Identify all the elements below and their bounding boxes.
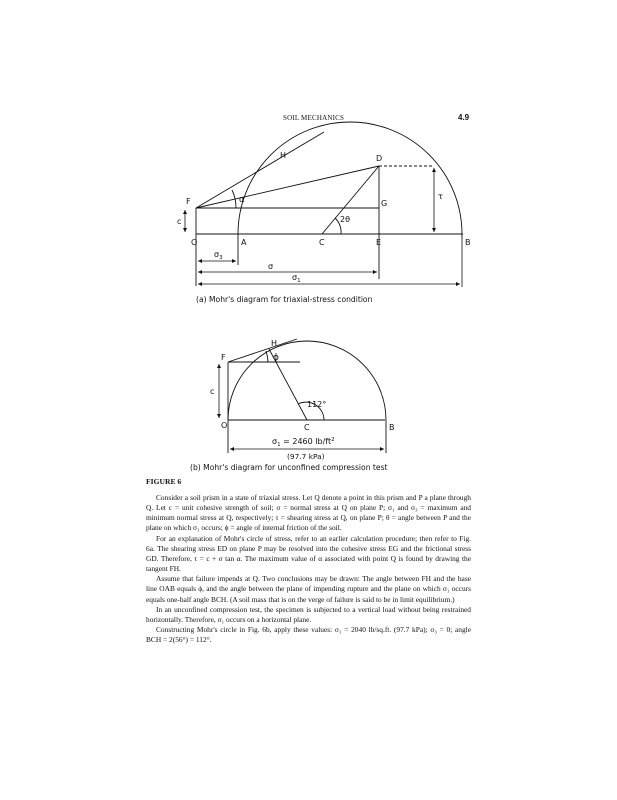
label-a: A [241,238,247,247]
label-f-a: F [186,197,191,206]
caption-b: (b) Mohr's diagram for unconfined compression test [190,463,388,472]
label-c-dim-a: c [177,217,182,226]
label-sigma1-value: $\sigma_1 = 2460$ $lb/ft^2$ [272,437,335,448]
paragraph: Constructing Mohr's circle in Fig. 6b, apply these values: σ₁ = 2040 lb/sq.ft. (97.7 kPa); σ₃ = 0; angle BCH = 2(56°) = 112°. [146,625,471,645]
label-g: G [381,199,388,208]
paragraph: For an explanation of Mohr's circle of stress, refer to an earlier calculation procedure; then refer to Fig. 6a. The shearing stress ED on plane P may be resolved into the cohesive stress EG and the frictional stress GD. Therefore, τ = c + σ tan α. The maximum value of α associated with point Q is found by drawing the tangent FH. [146,533,471,574]
label-b-b: B [389,423,395,432]
label-h-a: H [280,151,287,160]
line-fd [196,166,379,208]
label-c-dim-b: c [210,387,215,396]
label-112: 112° [307,400,327,409]
label-c-a: C [319,238,325,247]
label-2theta: 2θ [340,215,350,224]
label-sigma1-a: $\sigma_1$ [292,273,301,284]
label-e: E [376,238,382,247]
label-d: D [376,154,383,163]
label-sigma: σ [268,262,274,271]
label-kpa: (97.7 kPa) [287,452,325,461]
figure-6b-mohr-unconfined [0,310,617,480]
label-b-a: B [465,238,471,247]
running-header: SOIL MECHANICS [283,114,345,122]
label-phi: ϕ [273,353,279,363]
label-o-a: O [191,238,198,247]
label-o-b: O [221,421,228,430]
paragraph: Assume that failure impends at Q. Two conclusions may be drawn: The angle between FH and the base line OAB equals ϕ, and the angle between the plane of impending rupture and the plane on which σ₁ occurs equals one-half angle BCH. (A soil mass that is on the verge of failure is said to be in limit equilibrium.) [146,574,471,604]
figure-label: FIGURE 6 [146,477,182,486]
radius-cd [322,166,379,234]
label-h-b: H [271,339,278,348]
tangent-fh [196,132,324,208]
body-text [146,493,471,645]
page-number: 4.9 [458,113,470,122]
mohr-circle-a [238,122,462,234]
paragraph: Consider a soil prism in a state of triaxial stress. Let Q denote a point in this prism and P a plane through Q. Let c = unit cohesive strength of soil; σ = normal stress at Q on plane P; σ₁ and σ₃ = maximum and minimum normal stress at Q, respectively; τ = shearing stress at Q, on plane P; θ = angle between P and the plane on which σ₁ occurs; ϕ = angle of internal friction of the soil. [146,493,471,533]
paragraph: In an unconfined compression test, the specimen is subjected to a vertical load without being restrained horizontally. Therefore, σ₁ occurs on a horizontal plane. [146,604,471,624]
label-sigma3: $\sigma_3$ [214,250,223,261]
figure-6a-mohr-triaxial [0,0,617,310]
label-c-b: C [304,423,310,432]
tangent-fh-b [228,339,297,362]
label-alpha: α [239,195,245,205]
caption-a: (a) Mohr's diagram for triaxial-stress condition [196,295,373,304]
label-f-b: F [221,353,226,362]
label-tau: τ [438,192,443,201]
